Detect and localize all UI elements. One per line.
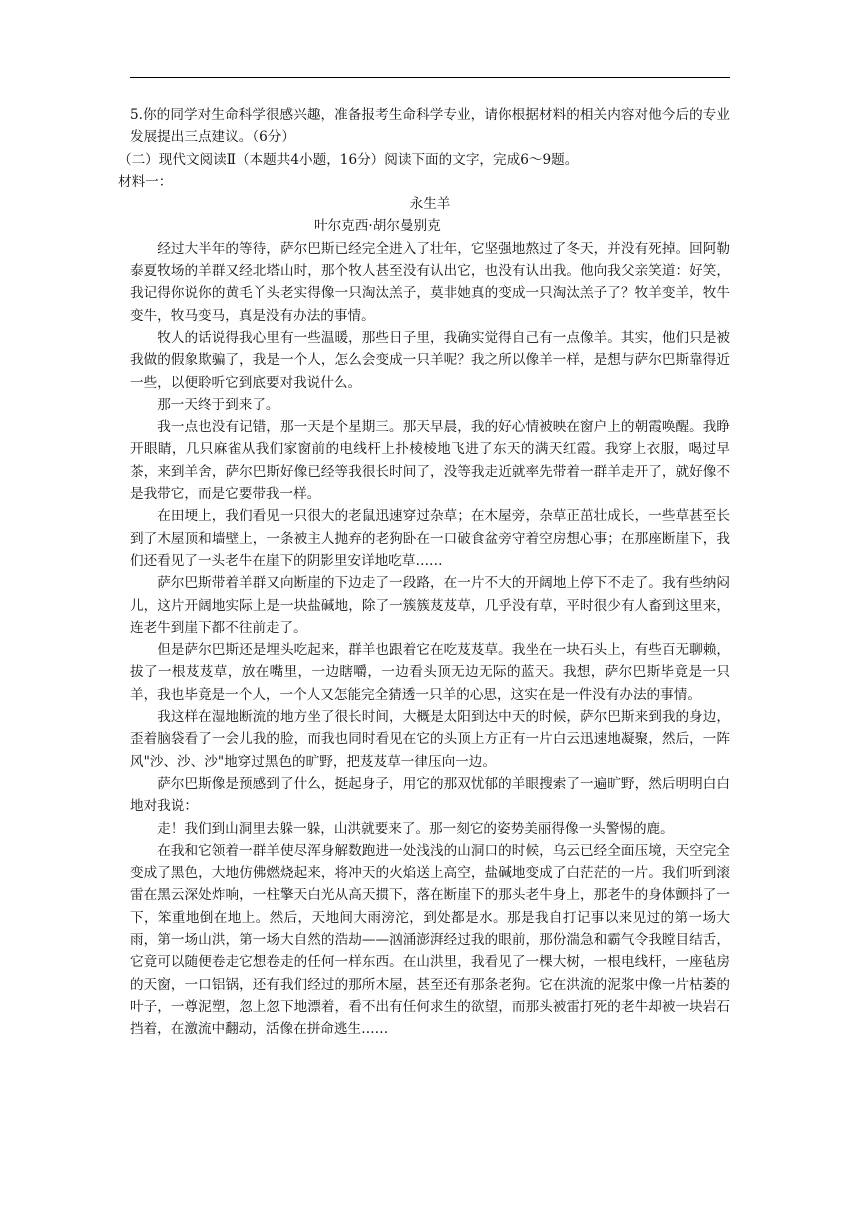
section-heading: （二）现代文阅读Ⅱ（本题共4小题，16分）阅读下面的文字，完成6～9题。	[118, 151, 579, 168]
article-title: 永生羊	[409, 196, 451, 213]
paragraph: 萨尔巴斯像是预感到了什么，挺起身子，用它的那双忧郁的羊眼搜索了一遍旷野，然后明明白白地对我说：	[130, 775, 730, 815]
paragraph: 那一天终于到来了。	[157, 396, 280, 413]
question-5: 5.你的同学对生命科学很感兴趣，准备报考生命科学专业，请你根据材料的相关内容对他今后的专业发展提出三点建议。（6分）	[130, 107, 730, 146]
material-label: 材料一：	[118, 173, 173, 190]
paragraph: 萨尔巴斯带着羊群又向断崖的下边走了一段路，在一片不大的开阔地上停下不走了。我有些纳闷儿，这片开阔地实际上是一块盐碱地，除了一簇簇芨芨草，几乎没有草，平时很少有人畜到这里来，连老牛到崖下都不往前走了。	[130, 575, 730, 636]
paragraph: 经过大半年的等待，萨尔巴斯已经完全进入了壮年，它坚强地熬过了冬天，并没有死掉。回阿勒泰夏牧场的羊群又经北塔山时，那个牧人甚至没有认出它，也没有认出我。他向我父亲笑道：好笑，我记得你说你的黄毛丫头老实得像一只淘汰羔子，莫非她真的变成一只淘汰羔子了？牧羊变羊，牧牛变牛，牧马变马，真是没有办法的事情。	[130, 240, 730, 324]
article-author: 叶尔克西·胡尔曼别克	[314, 218, 441, 235]
paragraph: 在田埂上，我们看见一只很大的老鼠迅速穿过杂草；在木屋旁，杂草正茁壮成长，一些草甚至长到了木屋顶和墙壁上，一条被主人抛弃的老狗卧在一口破食盆旁守着空房想心事；在那座断崖下，我们还看见了一头老牛在崖下的阴影里安详地吃草……	[130, 508, 730, 569]
header-rule	[130, 77, 730, 78]
paragraph: 我一点也没有记错，那一天是个星期三。那天早晨，我的好心情被映在窗户上的朝霞唤醒。我睁开眼睛，几只麻雀从我们家窗前的电线杆上扑棱棱地飞进了东天的满天红霞。我穿上衣服，喝过早茶，来到羊舍，萨尔巴斯好像已经等我很长时间了，没等我走近就率先带着一群羊走开了，就好像不是我带它，而是它要带我一样。	[130, 419, 730, 503]
paragraph: 牧人的话说得我心里有一些温暖，那些日子里，我确实觉得自己有一点像羊。其实，他们只是被我做的假象欺骗了，我是一个人，怎么会变成一只羊呢？我之所以像羊一样，是想与萨尔巴斯靠得近一些，以便聆听它到底要对我说什么。	[130, 329, 730, 391]
paragraph: 但是萨尔巴斯还是埋头吃起来，群羊也跟着它在吃芨芨草。我坐在一块石头上，有些百无聊赖，拔了一根芨芨草，放在嘴里，一边瞎嚼，一边看头顶无边无际的蓝天。我想，萨尔巴斯毕竟是一只羊，我也毕竟是一个人，一个人又怎能完全猜透一只羊的心思，这实在是一件没有办法的事情。	[130, 642, 730, 703]
paragraph: 在我和它领着一群羊使尽浑身解数跑进一处浅浅的山洞口的时候，乌云已经全面压境，天空完全变成了黑色，大地仿佛燃烧起来，将冲天的火焰送上高空，盐碱地变成了白茫茫的一片。我们听到滚雷在黑云深处炸响，一柱擎天白光从高天掼下，落在断崖下的那头老牛身上，那老牛的身体颤抖了一下，笨重地倒在地上。然后，天地间大雨滂沱，到处都是水。那是我自打记事以来见过的第一场大雨，第一场山洪，第一场大自然的浩劫——汹涌澎湃经过我的眼前，那份湍急和霸气令我瞠目结舌，它竟可以随便卷走它想卷走的任何一样东西。在山洪里，我看见了一棵大树，一根电线杆，一座毡房的天窗，一口铝锅，还有我们经过的那所木屋，甚至还有那条老狗。它在洪流的泥浆中像一片枯萎的叶子，一尊泥塑，忽上忽下地漂着，看不出有任何求生的欲望，而那头被雷打死的老牛却被一块岩石挡着，在激流中翻动，活像在拼命逃生……	[130, 842, 730, 1038]
paragraph: 我这样在湿地断流的地方坐了很长时间，大概是太阳到达中天的时候，萨尔巴斯来到我的身边，歪着脑袋看了一会儿我的脸，而我也同时看见在它的头顶上方正有一片白云迅速地凝聚，然后，一阵风"沙、沙、沙"地穿过黑色的旷野，把芨芨草一律压向一边。	[130, 709, 730, 770]
paragraph: 走！我们到山洞里去躲一躲，山洪就要来了。那一刻它的姿势美丽得像一头警惕的鹿。	[157, 820, 674, 837]
document-body	[118, 104, 730, 1040]
